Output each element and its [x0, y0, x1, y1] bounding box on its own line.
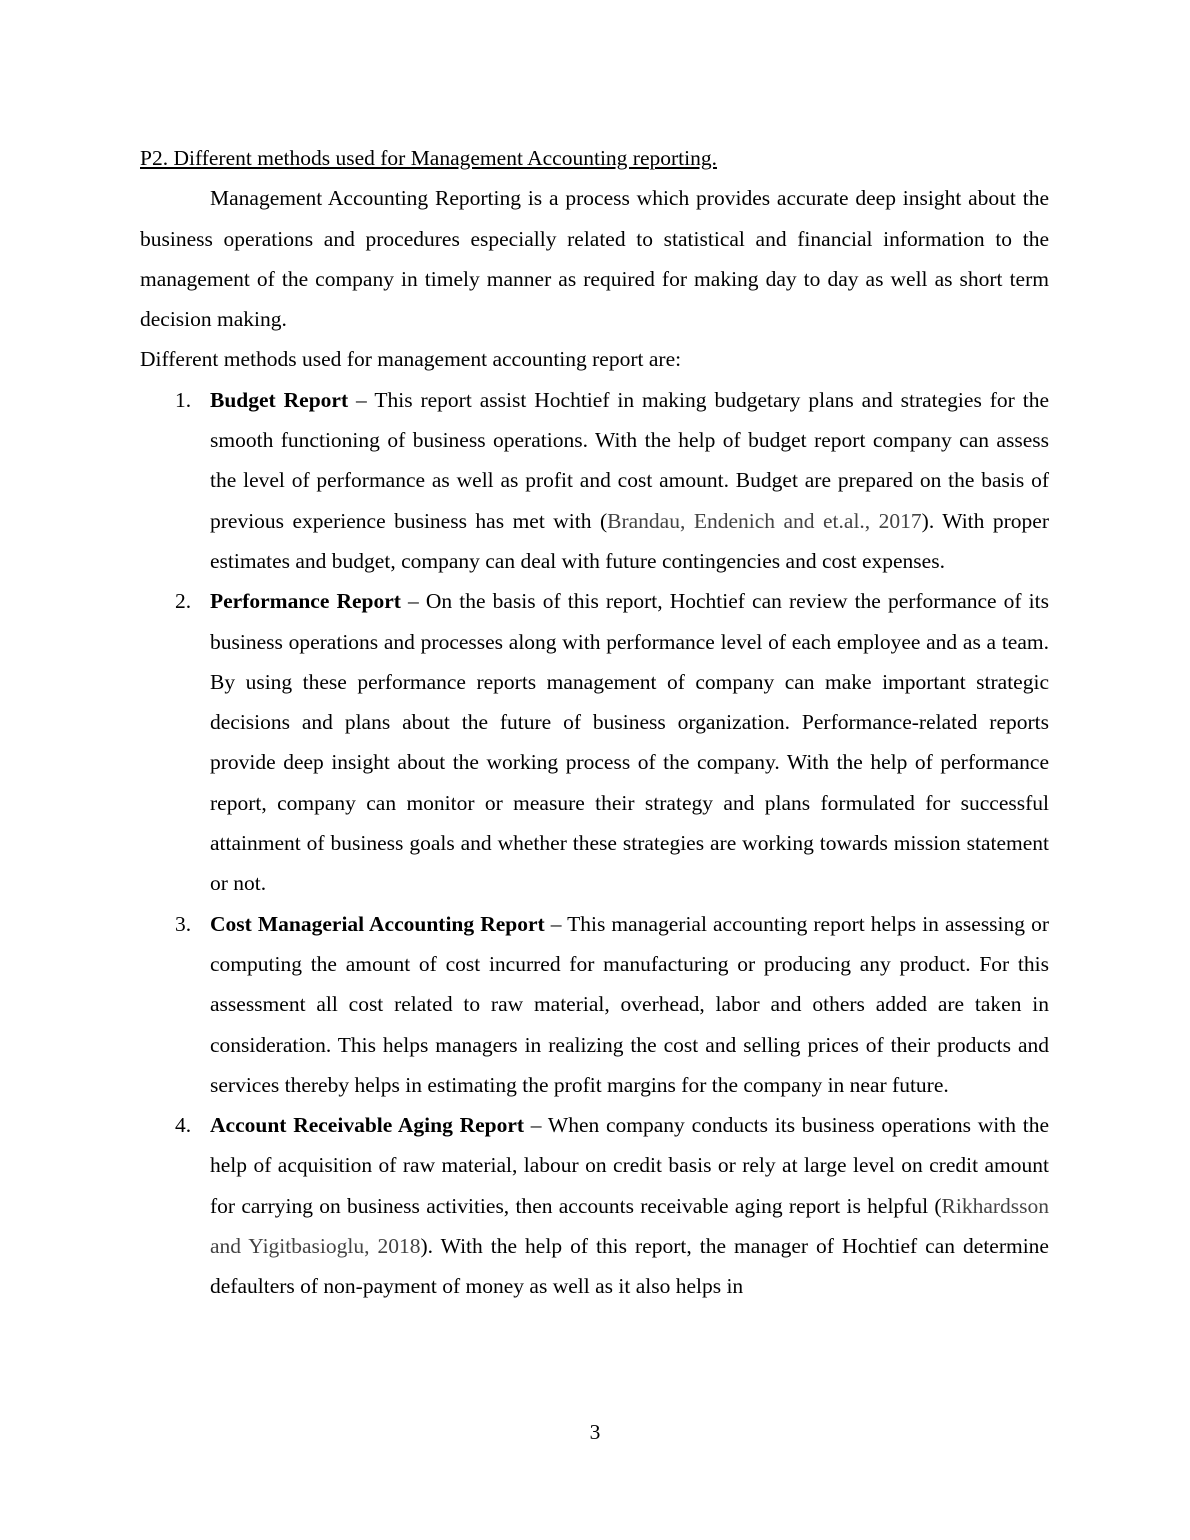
list-item-number: 2. [175, 589, 192, 614]
list-item-text-end: ). With the help of this report, the manager of Hochtief can determine defaulters of non-payment of money as well as it also helps in [210, 1234, 1049, 1299]
methods-list [140, 380, 1049, 1307]
list-item-text: – This report assist Hochtief in making budgetary plans and strategies for the smooth functioning of business operations. With the help of budget report company can assess the level of performance as well as profit and cost amount. Budget are prepared on the basis of previous experience business has met with ( [210, 387, 1050, 533]
list-item-text: – On the basis of this report, Hochtief can review the performance of its business operations and processes along with performance level of each employee and as a team. By using these performance reports management of company can make important strategic decisions and plans about the future of business organization. Performance-related reports provide deep insight about the working process of the company. With the help of performance report, company can monitor or measure their strategy and plans formulated for successful attainment of business goals and whether these strategies are working towards mission statement or not. [210, 589, 1049, 896]
list-item [140, 581, 1049, 903]
list-item-text-end: ). With proper estimates and budget, company can deal with future contingencies and cost expenses. [210, 508, 1049, 573]
list-intro: Different methods used for management accounting report are: [140, 347, 682, 372]
list-item-term: Account Receivable Aging Report [210, 1113, 525, 1138]
list-item-text: – When company conducts its business operations with the help of acquisition of raw material, labour on credit basis or rely at large level on credit amount for carrying on business activities, then accounts receivable aging report is helpful ( [210, 1113, 1049, 1218]
list-item-term: Performance Report [210, 589, 401, 614]
list-item-term: Budget Report [210, 387, 349, 412]
list-item-text: – This managerial accounting report helps in assessing or computing the amount of cost incurred for manufacturing or producing any product. For this assessment all cost related to raw material, overhead, labor and others added are taken in consideration. This helps managers in realizing the cost and selling prices of their products and services thereby helps in estimating the profit margins for the company in near future. [210, 911, 1049, 1097]
document-page [140, 138, 1049, 1307]
citation: Rikhardsson and Yigitbasioglu, 2018 [210, 1193, 1049, 1259]
list-item [140, 380, 1049, 581]
list-item [140, 1105, 1049, 1306]
list-item-number: 1. [175, 387, 192, 412]
section-heading: P2. Different methods used for Management Accounting reporting. [140, 146, 717, 170]
list-item-number: 3. [175, 911, 192, 936]
list-item-number: 4. [175, 1113, 192, 1138]
page-number: 3 [589, 1420, 601, 1444]
intro-paragraph: Management Accounting Reporting is a process which provides accurate deep insight about the business operations and procedures especially related to statistical and financial information to the management of the company in timely manner as required for making day to day as well as short term decision making. [140, 186, 1049, 332]
list-item [140, 904, 1049, 1105]
list-item-term: Cost Managerial Accounting Report [210, 911, 545, 936]
citation: Brandau, Endenich and et.al., 2017 [607, 508, 922, 533]
